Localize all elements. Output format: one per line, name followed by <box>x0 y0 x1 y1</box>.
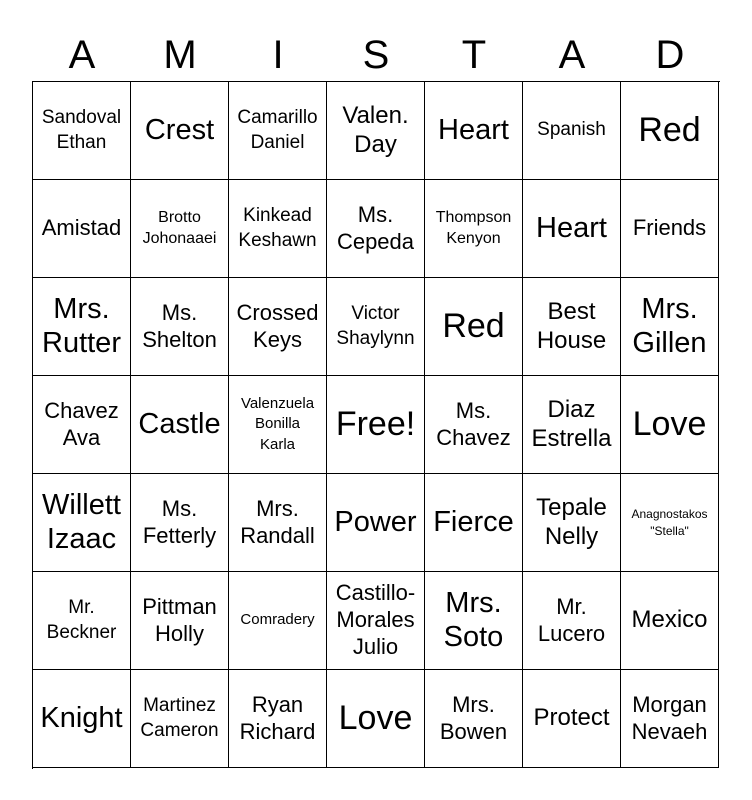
cell-text: Mr. Lucero <box>537 593 606 646</box>
bingo-cell[interactable] <box>131 278 229 376</box>
bingo-cell[interactable] <box>523 278 621 376</box>
header-letter-i: I <box>272 33 284 77</box>
bingo-cell[interactable] <box>523 572 621 670</box>
bingo-cell[interactable] <box>327 572 425 670</box>
header-letter-a2: A <box>558 33 586 77</box>
bingo-cell[interactable] <box>425 572 523 670</box>
bingo-cell[interactable] <box>229 474 327 572</box>
cell-text: Protect <box>533 704 610 732</box>
cell-text: Martinez Cameron <box>140 694 219 741</box>
bingo-cell[interactable] <box>523 474 621 572</box>
cell-text: Heart <box>536 211 607 244</box>
bingo-cell[interactable] <box>425 376 523 474</box>
bingo-cell[interactable] <box>523 180 621 278</box>
header-letter-t: T <box>461 33 487 77</box>
cell-text: Thompson Kenyon <box>435 208 512 247</box>
bingo-cell[interactable] <box>425 278 523 376</box>
cell-text: Spanish <box>537 119 606 141</box>
cell-text: Sandoval Ethan <box>41 106 122 153</box>
cell-text: Crest <box>144 113 215 146</box>
bingo-cell[interactable] <box>523 376 621 474</box>
header-letter-a: A <box>68 33 96 77</box>
bingo-cell[interactable] <box>33 572 131 670</box>
bingo-cell[interactable] <box>621 670 719 768</box>
bingo-cell[interactable] <box>229 180 327 278</box>
cell-text: Heart <box>438 113 509 146</box>
cell-text: Morgan Nevaeh <box>631 691 708 744</box>
cell-text: Ms. Cepeda <box>336 201 415 254</box>
cell-text: Tepale Nelly <box>536 493 607 550</box>
cell-text: Red <box>442 306 505 345</box>
bingo-cell[interactable] <box>229 572 327 670</box>
bingo-cell[interactable] <box>327 180 425 278</box>
cell-text: Kinkead Keshawn <box>238 204 317 251</box>
bingo-cell[interactable] <box>229 278 327 376</box>
bingo-cell[interactable] <box>131 572 229 670</box>
cell-text: Brotto Johonaaei <box>142 208 217 247</box>
cell-text: Willett Izaac <box>42 489 121 555</box>
bingo-cell[interactable] <box>33 376 131 474</box>
cell-text: Camarillo Daniel <box>237 106 318 153</box>
bingo-cell[interactable] <box>131 180 229 278</box>
cell-text: Amistad <box>41 215 122 241</box>
cell-text: Mrs. Rutter <box>42 293 121 359</box>
cell-text: Mrs. Bowen <box>439 691 508 744</box>
cell-text: Red <box>638 110 701 149</box>
cell-text: Pittman Holly <box>142 593 217 646</box>
bingo-cell[interactable] <box>621 278 719 376</box>
header-letter-s: S <box>362 33 390 77</box>
bingo-cell[interactable] <box>425 670 523 768</box>
cell-text: Victor Shaylynn <box>336 302 415 349</box>
cell-text: Comradery <box>240 611 315 629</box>
bingo-cell[interactable] <box>327 82 425 180</box>
bingo-header <box>33 30 719 80</box>
bingo-cell[interactable] <box>33 278 131 376</box>
bingo-cell[interactable] <box>621 376 719 474</box>
cell-text: Mrs. Gillen <box>632 293 707 359</box>
bingo-board <box>32 81 720 769</box>
bingo-free-cell[interactable] <box>327 376 425 474</box>
cell-text: Chavez Ava <box>44 397 119 450</box>
cell-text: Anagnostakos "Stella" <box>631 506 708 538</box>
cell-text: Fierce <box>433 505 514 538</box>
cell-text: Love <box>632 404 707 443</box>
cell-text: Free! <box>335 404 416 443</box>
cell-text: Ms. Fetterly <box>142 495 217 548</box>
header-letter-d: D <box>655 33 685 77</box>
cell-text: Power <box>334 505 417 538</box>
cell-text: Ms. Chavez <box>436 397 511 450</box>
header-letter-m: M <box>163 33 197 77</box>
bingo-cell[interactable] <box>131 376 229 474</box>
bingo-cell[interactable] <box>523 82 621 180</box>
bingo-cell[interactable] <box>523 670 621 768</box>
bingo-cell[interactable] <box>131 82 229 180</box>
bingo-cell[interactable] <box>33 82 131 180</box>
bingo-cell[interactable] <box>229 376 327 474</box>
bingo-cell[interactable] <box>229 82 327 180</box>
bingo-cell[interactable] <box>425 180 523 278</box>
bingo-cell[interactable] <box>33 670 131 768</box>
bingo-cell[interactable] <box>327 278 425 376</box>
bingo-cell[interactable] <box>33 474 131 572</box>
bingo-cell[interactable] <box>425 474 523 572</box>
bingo-cell[interactable] <box>327 474 425 572</box>
cell-text: Friends <box>632 215 707 241</box>
bingo-cell[interactable] <box>131 670 229 768</box>
cell-text: Diaz Estrella <box>531 395 612 452</box>
bingo-cell[interactable] <box>425 82 523 180</box>
bingo-cell[interactable] <box>621 180 719 278</box>
cell-text: Mrs. Randall <box>240 495 315 548</box>
cell-text: Mr. Beckner <box>46 596 117 643</box>
cell-text: Ryan Richard <box>239 691 316 744</box>
cell-text: Castle <box>138 407 221 440</box>
cell-text: Crossed Keys <box>236 299 319 352</box>
cell-text: Love <box>338 698 413 737</box>
bingo-cell[interactable] <box>621 572 719 670</box>
cell-text: Mrs. Soto <box>443 587 504 653</box>
cell-text: Valen. Day <box>342 101 409 158</box>
cell-text: Knight <box>40 701 123 734</box>
bingo-cell[interactable] <box>33 180 131 278</box>
cell-text: Ms. Shelton <box>142 299 217 352</box>
bingo-cell[interactable] <box>327 670 425 768</box>
cell-text: Best House <box>536 297 607 354</box>
bingo-cell[interactable] <box>621 474 719 572</box>
cell-text: Mexico <box>631 606 708 634</box>
bingo-cell[interactable] <box>621 82 719 180</box>
bingo-cell[interactable] <box>229 670 327 768</box>
cell-text: Castillo- Morales Julio <box>335 580 416 659</box>
cell-text: Valenzuela Bonilla Karla <box>240 395 315 453</box>
bingo-cell[interactable] <box>131 474 229 572</box>
